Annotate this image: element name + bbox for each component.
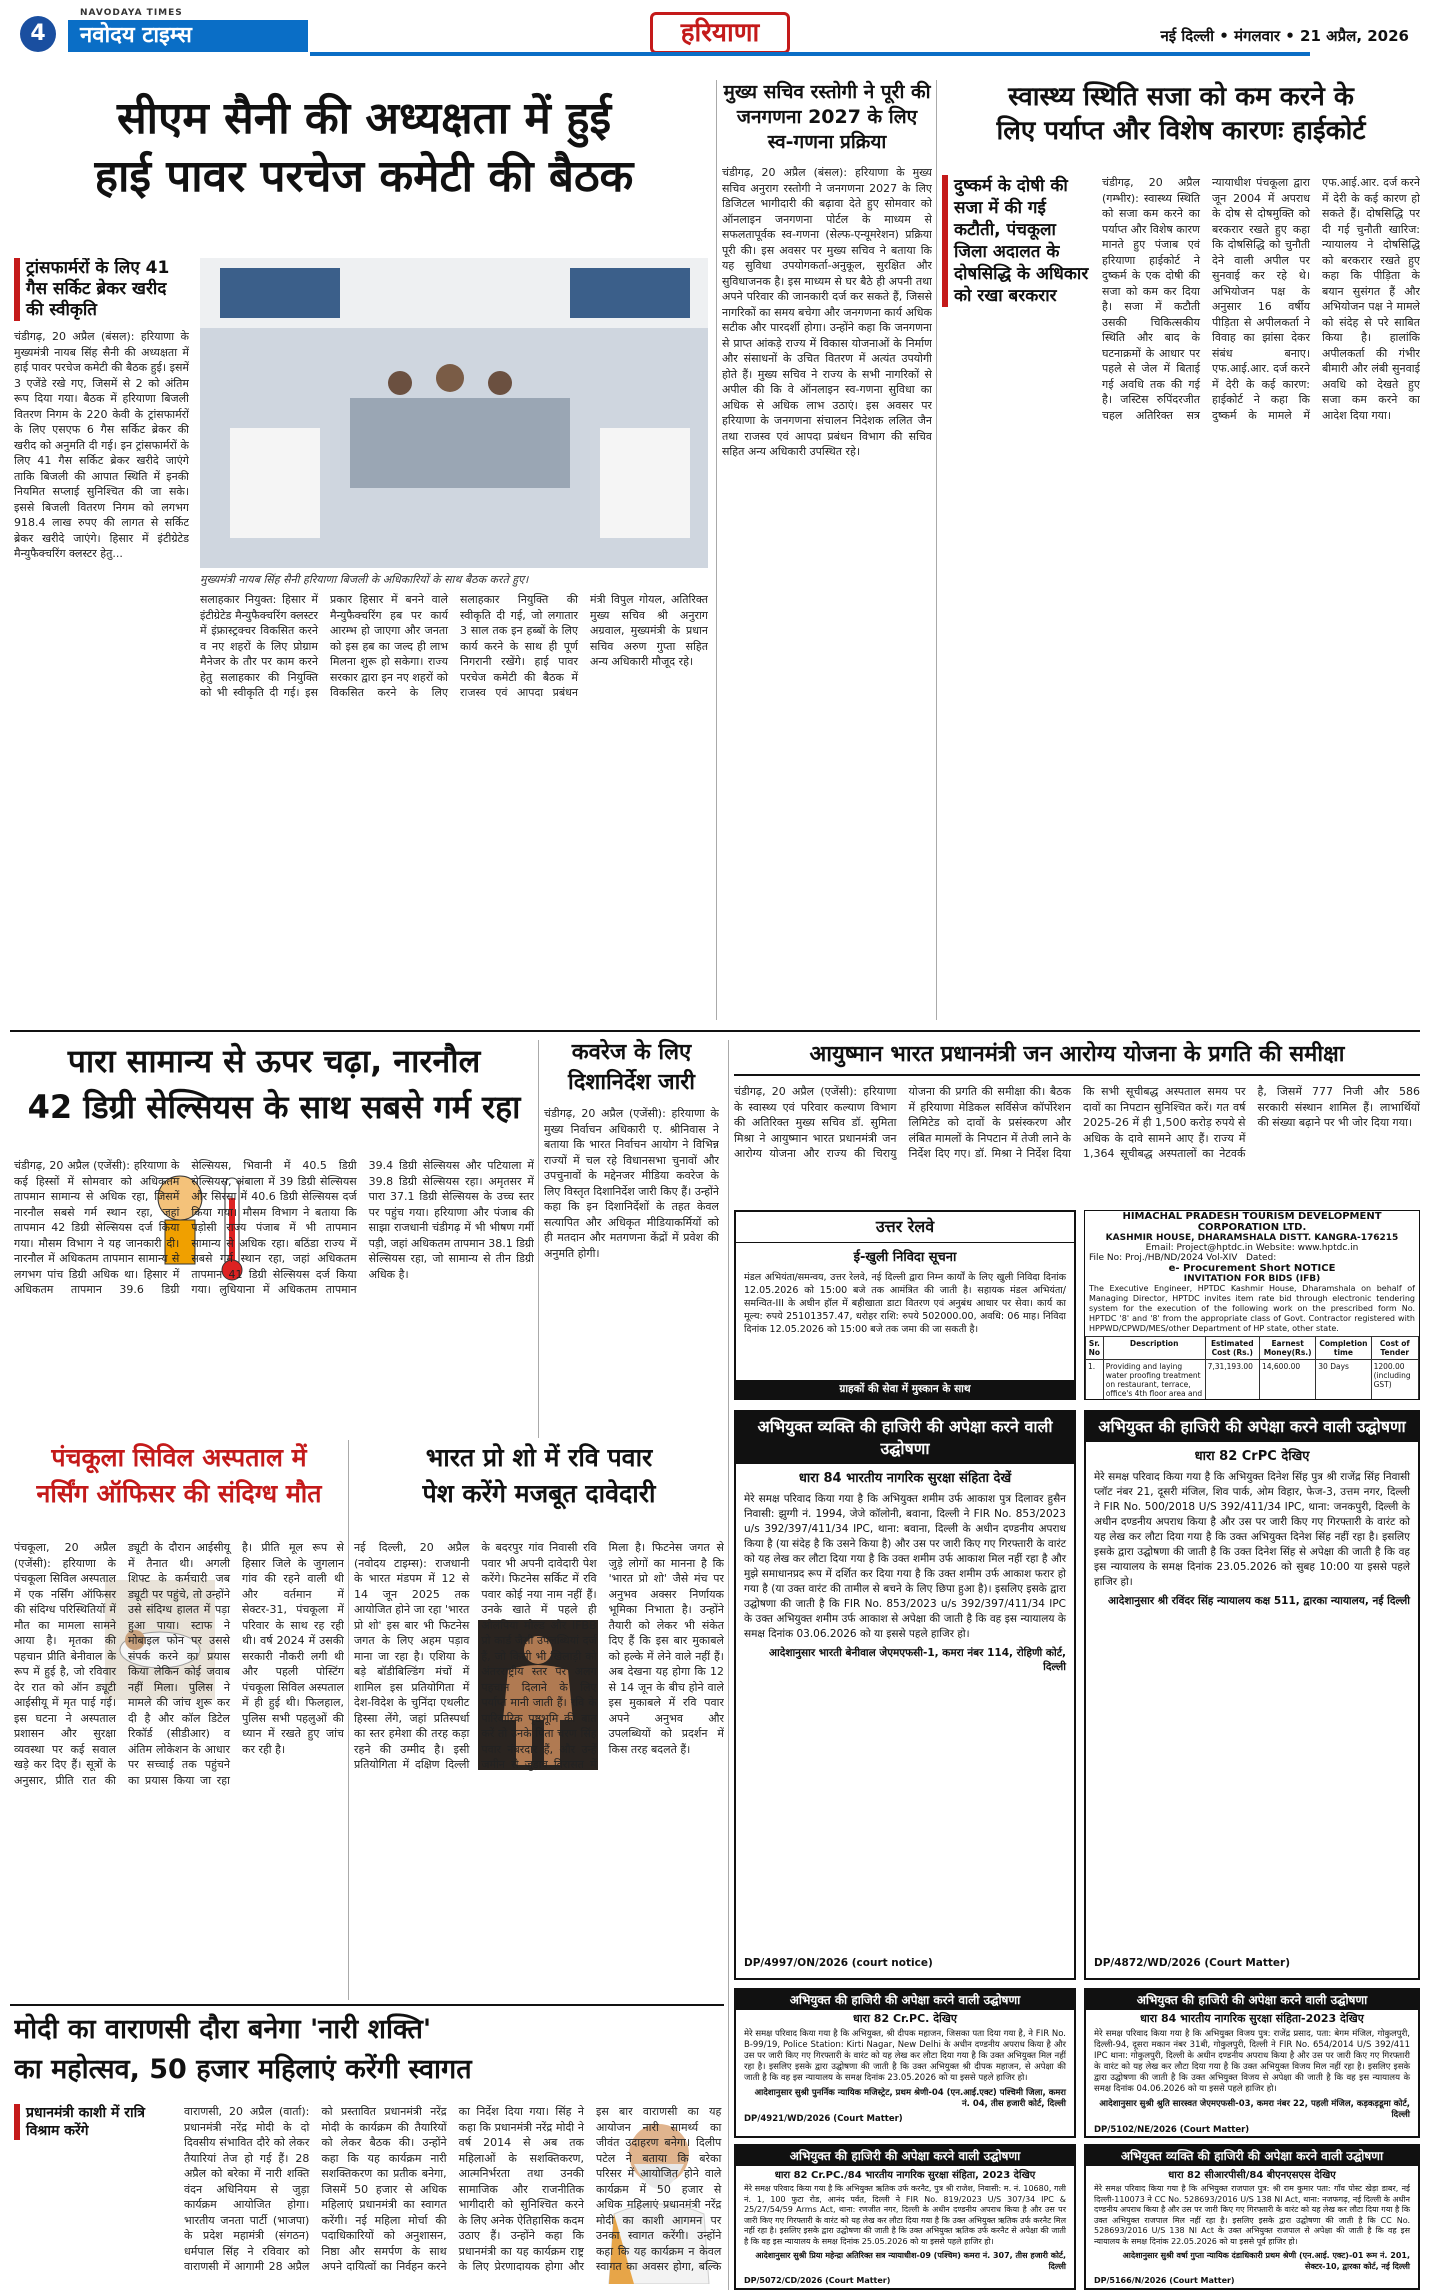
article-text: चंडीगढ़, 20 अप्रैल (बंसल): हरियाणा के मुख्यमंत्री नायब सिंह सैनी की अध्यक्षता में हाई पावर परचेज कमेटी की बैठक हुई। इसमें 3 एजेंडे रखे गए, जिसमें से 2 को अंतिम रूप दिया गया। बैठक में हरियाणा बिजली वितरण निगम के 220 केवी के ट्रांसफार्मरों के लिए एसएफ 6 गैस सर्किट ब्रेकर की खरीद को अनुमति दी गई। इन ट्रांसफार्मरों के लिए 41 गैस सर्किट ब्रेकर खरीदे जाएंगे ताकि बिजली की आपात स्थिति में इनकी नियमित सप्लाई सुनिश्चित की जा सके। इससे बिजली वितरण निगम को लगभग 918.4 लाख रुपए की लागत से सर्किट ब्रेकर खरीदे जाएंगे। हिसार में इंटीग्रेटेड मैन्युफैक्चरिंग क्लस्टर हेतु...	[14, 330, 189, 560]
hptdc-file-no: File No: Proj./HB/ND/2024 Vol-XIV	[1089, 1253, 1238, 1263]
photo-caption: मुख्यमंत्री नायब सिंह सैनी हरियाणा बिजली के अधिकारियों के साथ बैठक करते हुए।	[200, 573, 529, 586]
coverage-text: चंडीगढ़, 20 अप्रैल (एजेंसी): हरियाणा के मुख्य निर्वाचन अधिकारी ए. श्रीनिवास ने बताया कि भारत निर्वाचन आयोग ने विभिन्न राज्यों में चल रहे विधानसभा चुनावों और उपचुनावों के मद्देनजर मीडिया कवरेज के लिए विस्तृत दिशानिर्देश जारी किए हैं। उन्होंने कहा कि इन दिशानिर्देशों के तहत केवल सत्यापित और अधिकृत मीडियाकर्मियों को ही मतदान और मतगणना केंद्रों में प्रवेश की अनुमति होगी।	[544, 1107, 719, 1260]
column-rule	[936, 80, 937, 1020]
nurse-headline-2: नर्सिंग ऑफिसर की संदिग्ध मौत	[36, 1479, 322, 1508]
heat-headline-1: पारा सामान्य से ऊपर चढ़ा, नारनौल	[67, 1042, 481, 1080]
notice-2-body: मेरे समक्ष परिवाद किया गया है कि अभियुक्त दिनेश सिंह पुत्र श्री राजेंद्र सिंह निवासी प्लॉट नंबर 21, दूसरी मंजिल, शिव पार्क, ओम विहार, फेज-3, उत्तम नगर, दिल्ली ने FIR No. 500/2018 U/S 392/411/34 IPC, थाना: जनकपुरी, दिल्ली के अधीन दण्डनीय अपराध किया है और उस पर जारी किए गए गिरफ्तारी के वारंट को यह लेख कर लौटा दिया गया है कि उक्त अभियुक्त दिनेश सिंह नहीं रहा है। इसलिए इसके द्वारा उद्घोषणा की जाती है कि उक्त दिनेश सिंह से अपेक्षा की जाती है कि वह इस न्यायालय के समक्ष दिनांक 23.05.2026 को सुबह 10:00 या इससे पहले हाजिर हो।	[1094, 1471, 1410, 1588]
proshow-headline-1: भारत प्रो शो में रवि पवार	[425, 1443, 653, 1472]
headline-line-2: हाई पावर परचेज कमेटी की बैठक	[94, 151, 634, 202]
notice-5-sub: धारा 82 Cr.PC./84 भारतीय नागरिक सुरक्षा संहिता, 2023 देखिए	[774, 2170, 1036, 2181]
page-number: 4	[20, 16, 56, 52]
notice-4-code: DP/5102/NE/2026 (Court Matter)	[1094, 2125, 1250, 2135]
column-rule	[348, 1440, 349, 2000]
headline-line-1: सीएम सैनी की अध्यक्षता में हुई	[116, 93, 612, 144]
railway-tender	[734, 1210, 1076, 1400]
td-time: 30 Days	[1316, 1360, 1371, 1401]
railway-sub: ई-खुली निविदा सूचना	[853, 1250, 957, 1265]
brand-logo: नवोदय टाइम्स	[68, 20, 308, 52]
notice-3-sign: आदेशानुसार सुश्री पुनर्निक न्यायिक मजिस्ट्रेट, प्रथम श्रेणी-04 (एन.आई.एक्ट) पश्चिमी जिला, कमरा नं. 04, तीस हजारी कोर्ट, दिल्ली	[754, 2088, 1066, 2109]
notice-2-title: अभियुक्त की हाजिरी की अपेक्षा करने वाली उद्घोषणा	[1086, 1412, 1418, 1442]
notice-6	[1084, 2144, 1420, 2290]
article-cm-body-lower: सलाहकार नियुक्त: हिसार में इंटीग्रेटेड मैन्युफैक्चरिंग क्लस्टर में इंफ्रास्ट्रक्चर विकसित करने व नए शहरों के लिए प्रोग्राम मैनेजर के तौर पर काम करने हेतु सलाहकार की नियुक्ति को भी स्वीकृति दी गई। इस प्रकार हिसार में बनने वाले मैन्युफैक्चरिंग हब पर कार्य आरम्भ हो जाएगा और जनता को इस हब का जल्द ही लाभ मिलना शुरू हो सकेगा। राज्य सरकार द्वारा इन नए शहरों को विकसित करने के लिए सलाहकार नियुक्ति की स्वीकृति दी गई, जो लगातार 3 साल तक इन हब्बों के लिए कार्य करने के साथ ही पूर्ण निगरानी रखेंगे। हाई पावर परचेज कमेटी की बैठक में राजस्व एवं आपदा प्रबंधन मंत्री विपुल गोयल, अतिरिक्त मुख्य सचिव श्री अनुराग अग्रवाल, मुख्यमंत्री के प्रधान सचिव अरुण गुप्ता सहित अन्य अधिकारी मौजूद रहे।	[200, 593, 708, 699]
td-desc: Providing and laying water proofing treatment on restaurant, terrace, office's 4th floor area and	[1103, 1360, 1205, 1401]
notice-2-sign: आदेशानुसार श्री रविंदर सिंह न्यायालय कक्ष 511, द्वारका न्यायालय, नई दिल्ली	[1108, 1595, 1410, 1607]
article-coverage	[544, 1038, 719, 1438]
article-modi-body	[14, 2104, 724, 2290]
notice-5-sign: आदेशानुसार सुश्री प्रिया महेन्द्रा अतिरिक्त सत्र न्यायाधीश-09 (पश्चिम) कमरा नं. 307, तीस हजारी कोर्ट, दिल्ली	[755, 2251, 1066, 2271]
notice-6-title: अभियुक्त व्यक्ति की हाजिरी की अपेक्षा करने वाली उद्घोषणा	[1086, 2146, 1418, 2166]
article-cm-body	[14, 258, 189, 1018]
divider	[10, 2004, 724, 2006]
notice-1-body: मेरे समक्ष परिवाद किया गया है कि अभियुक्त शमीम उर्फ आकाश पुत्र दिलावर हुसैन निवासी: झुग्गी नं. 1994, जेजे कॉलोनी, बवाना, दिल्ली ने FIR No. 853/2023 u/s 392/397/411/34 IPC, थाना: बवाना, दिल्ली के अधीन दण्डनीय अपराध किया है (या संदेह है कि उसने किया है) और उस पर जारी किए गए गिरफ्तारी के वारंट को यह लेख कर लौटा दिया गया है कि उक्त शमीम उर्फ आकाश मिल नहीं रहा है और मुझे समाधानप्रद रूप में दर्शित कर दिया गया है कि उक्त शमीम उर्फ आकाश फरार हो गया है (या उक्त वारंट की तामील से बचने के लिए छिपा हुआ है)। इसलिए इसके द्वारा उद्घोषणा की जाती है कि FIR No. 853/2023 u/s 392/397/411/34 IPC के उक्त अभियुक्त शमीम उर्फ आकाश से अपेक्षा की जाती है कि वह इस न्यायालय के समक्ष दिनांक 03.06.2026 को या इससे पहले हाजिर हो।	[744, 1493, 1066, 1640]
modi-headline-2: का महोत्सव, 50 हजार महिलाएं करेंगी स्वागत	[14, 2054, 472, 2085]
column-rule	[728, 1040, 729, 2290]
article-ayushman	[734, 1040, 1420, 1200]
notice-1	[734, 1410, 1076, 1980]
census-headline: मुख्य सचिव रस्तोगी ने पूरी की जनगणना 2027 के लिए स्व-गणना प्रक्रिया	[723, 81, 931, 153]
column-rule	[716, 80, 717, 1020]
notice-3-title: अभियुक्त की हाजिरी की अपेक्षा करने वाली उद्घोषणा	[736, 1990, 1074, 2010]
article-nurse-headline	[14, 1440, 344, 1540]
article-census	[722, 80, 932, 1020]
article-heat-headline	[14, 1038, 534, 1148]
hptdc-contact: Email: Project@hptdc.in Website: www.hptdc.in	[1145, 1243, 1359, 1253]
article-cm-headline	[14, 90, 714, 220]
notice-3-sub: धारा 82 Cr.PC. देखिए	[853, 2012, 957, 2025]
heat-headline-2: 42 डिग्री सेल्सियस के साथ सबसे गर्म रहा	[27, 1088, 521, 1126]
coverage-headline-1: कवरेज के लिए	[571, 1040, 692, 1065]
masthead-rule	[310, 52, 1310, 56]
hptdc-dated: Dated:	[1246, 1253, 1277, 1263]
notice-2-code: DP/4872/WD/2026 (Court Matter)	[1094, 1957, 1291, 1969]
article-proshow-headline	[354, 1440, 724, 1540]
proshow-headline-2: पेश करेंगे मजबूत दावेदारी	[422, 1479, 656, 1508]
hptdc-title: e- Procurement Short NOTICE	[1168, 1263, 1336, 1274]
hptdc-body: The Executive Engineer, HPTDC Kashmir House, Dharamshala on behalf of Managing Director, HPTDC invites item rate bid through electronic tendering system for the execution of the following work on the prescribed form No. HPTDC '8' and '8' from the appropriate class of Govt. Contractor registered with HPPWD/CPWD/MES/other Department of HP state, other state.	[1089, 1284, 1415, 1333]
notice-5	[734, 2144, 1076, 2290]
hptdc-tender	[1084, 1210, 1420, 1400]
notice-4-sign: आदेशानुसार सुश्री श्रुति सारस्वत जेएमएफसी-03, कमरा नंबर 22, पहली मंजिल, कड़कड़डूमा कोर्ट, दिल्ली	[1099, 2099, 1410, 2120]
modi-text: वाराणसी, 20 अप्रैल (वार्ता): प्रधानमंत्री नरेंद्र मोदी के दो दिवसीय संभावित दौरे को लेकर तैयारियां तेज हो गई हैं। 28 अप्रैल को बरेका में नारी शक्ति वंदन अधिनियम से जुड़ा कार्यक्रम आयोजित होगा। भारतीय जनता पार्टी (भाजपा) के प्रदेश महामंत्री (संगठन) धर्मपाल सिंह ने रविवार को वाराणसी में आगामी 28 अप्रैल को प्रस्तावित प्रधानमंत्री नरेंद्र मोदी के कार्यक्रम की तैयारियों को लेकर बैठक की। उन्होंने कहा कि यह कार्यक्रम नारी सशक्तिकरण का प्रतीक बनेगा, जिसमें 50 हजार से अधिक महिलाएं प्रधानमंत्री का स्वागत करेंगी। नई महिला मोर्चा की पदाधिकारियों को अनुशासन, निष्ठा और समर्पण के साथ अपने दायित्वों का निर्वहन करने का निर्देश दिया गया। सिंह ने कहा कि प्रधानमंत्री नरेंद्र मोदी ने वर्ष 2014 से अब तक महिलाओं के सशक्तिकरण, आत्मनिर्भरता तथा उनकी सामाजिक और राजनीतिक भागीदारी को सुनिश्चित करने के लिए अनेक ऐतिहासिक कदम उठाए हैं। उन्होंने कहा कि प्रधानमंत्री का यह कार्यक्रम राष्ट्र के लिए प्रेरणादायक होगा और	[184, 2105, 584, 2273]
notice-1-title: अभियुक्त व्यक्ति की हाजिरी की अपेक्षा करने वाली उद्घोषणा	[736, 1412, 1074, 1464]
hptdc-address: KASHMIR HOUSE, DHARAMSHALA DISTT. KANGRA-176215	[1105, 1233, 1399, 1243]
nurse-headline-1: पंचकूला सिविल अस्पताल में	[51, 1443, 307, 1472]
railway-text: मंडल अभियंता/समन्वय, उत्तर रेलवे, नई दिल्ली द्वारा निम्न कार्यों के लिए खुली निविदा दिनांक 12.05.2026 को 15:00 बजे तक आमंत्रित की जाती है। सहायक मंडल अभियंता/समन्वित-III के अधीन हॉल में बहीखाता डाटा वितरण एवं अनुबंध आधार पर सेवा। कार्य का मूल्य: रुपये 25101357.47, धरोहर राशि: रुपये 502000.00, अवधि: 06 माह। निविदा दिनांक 12.05.2026 को 15:00 बजे तक जमा की जा सकती है।	[744, 1272, 1066, 1335]
article-hc-body	[942, 175, 1420, 1020]
notice-3	[734, 1988, 1076, 2138]
proshow-text: नई दिल्ली, 20 अप्रैल (नवोदय टाइम्स): राजधानी के भारत मंडपम में 12 से 14 जून 2025 तक आयोजित होने जा रहा 'भारत प्रो शो' इस बार भी फिटनेस जगत के लिए अहम पड़ाव माना जा रहा है। एशिया के बड़े बॉडीबिल्डिंग मंचों में शामिल इस प्रतियोगिता में देश-विदेश के चुनिंदा एथलीट हिस्सा लेंगे, जहां प्रतिस्पर्धा का स्तर हमेशा की तरह कड़ा रहने की उम्मीद है। इसी प्रतियोगिता में दक्षिण दिल्ली के बदरपुर गांव निवासी रवि पवार भी अपनी दावेदारी पेश करेंगे। फिटनेस सर्किट में रवि पवार कोई नया नाम नहीं हैं। उनके खाते में पहले ही ओलंपिया मोल्ड और IFBB प्रो कार्ड जैसी उपलब्धियां दर्ज हैं, जो किसी भी खिलाड़ी को अंतरराष्ट्रीय स्तर पर अलग पहचान दिलाने के लिए पर्याप्त मानी जाती हैं। रवि के पारिवारिक पृष्ठभूमि की बात करें तो उनके पिता चरण सिंह पवार नंबरदार हैं, और उन्हें जमीन से जुड़ाव विरासत में मिला है। फिटनेस जगत से जुड़े लोगों का मानना है कि 'भारत प्रो शो' जैसे मंच पर अनुभव अक्सर निर्णायक भूमिका निभाता है। उन्होंने तैयारी को लेकर भी संकेत दिए हैं कि इस बार मुकाबले को हल्के में लेने वाले नहीं हैं। अब देखना यह होगा कि 12 से 14 जून के बीच होने वाले इस मुकाबले में रवि पवार अपने अनुभव और उपलब्धियों को प्रदर्शन में किस तरह बदलते हैं।	[354, 1541, 724, 1771]
article-modi-headline	[14, 2010, 724, 2100]
th-tender-cost: Cost of Tender	[1371, 1337, 1418, 1360]
article-hc-headline	[942, 80, 1420, 180]
td-sr: 1.	[1086, 1360, 1104, 1401]
td-cost: 7,31,193.00	[1205, 1360, 1259, 1401]
notice-2	[1084, 1410, 1420, 1980]
hptdc-subtitle: INVITATION FOR BIDS (IFB)	[1183, 1274, 1321, 1284]
notice-1-sign: आदेशानुसार भारती बेनीवाल जेएमएफसी-1, कमरा नंबर 114, रोहिणी कोर्ट, दिल्ली	[769, 1647, 1066, 1673]
notice-6-sign: आदेशानुसार सुश्री वर्षा गुप्ता न्यायिक दंडाधिकारी प्रथम श्रेणी (एन.आई. एक्ट)-01 रूम नं. 201, सेक्टर-10, द्वारका कोर्ट, नई दिल्ली	[1122, 2251, 1410, 2271]
notice-4-sub: धारा 84 भारतीय नागरिक सुरक्षा संहिता-2023 देखिए	[1140, 2012, 1364, 2025]
masthead	[10, 8, 1419, 64]
notice-5-body: मेरे समक्ष परिवाद किया गया है कि अभियुक्त ऋतिक उर्फ करनैट, पुत्र श्री राजेश, निवासी: म. नं. 10680, गली नं. 1, 100 फुटा रोड, आनंद पर्वत, दिल्ली ने FIR No. 819/2023 U/S 307/34 IPC & 25/27/54/59 Arms Act, थाना: रणजीत नगर, दिल्ली के अधीन दण्डनीय अपराध किया है और उस पर जारी किए गए गिरफ्तारी के वारंट को यह लेख कर लौटा दिया गया है कि उक्त अभियुक्त ऋतिक उर्फ करनैट मिल नहीं रहा है। इसलिए इसके द्वारा उद्घोषणा की जाती है कि उक्त अभियुक्त ऋतिक उर्फ करनैट से अपेक्षा की जाती है कि वह इस न्यायालय के समक्ष दिनांक 25.05.2026 को या इससे पहले हाजिर हो।	[744, 2184, 1066, 2246]
notice-3-body: मेरे समक्ष परिवाद किया गया है कि अभियुक्त, श्री दीपक महाजन, जिसका पता दिया गया है, ने FIR No. B-99/19, Police Station: Kirti Nagar, New Delhi के अधीन दण्डनीय अपराध किया है और उस पर जारी किए गए गिरफ्तारी के वारंट को यह लेख कर लौटा दिया गया है कि उक्त अभियुक्त मिल नहीं रहा है। इसलिए इसके द्वारा उद्घोषणा की जाती है कि उक्त अभियुक्त श्री दीपक महाजन, से अपेक्षा की जाती है कि वह इस न्यायालय के समक्ष दिनांक 23.05.2026 को या इससे पहले हाजिर हो।	[744, 2029, 1066, 2083]
td-tender-cost: 1200.00 (including GST)	[1371, 1360, 1418, 1401]
modi-sub: प्रधानमंत्री काशी में रात्रि विश्राम करेंगे	[14, 2104, 174, 2140]
coverage-headline-2: दिशानिर्देश जारी	[568, 1070, 695, 1095]
railway-footer: ग्राहकों की सेवा में मुस्कान के साथ	[736, 1380, 1074, 1398]
th-emd: Earnest Money(Rs.)	[1259, 1337, 1315, 1360]
notice-5-code: DP/5072/CD/2026 (Court Matter)	[744, 2276, 891, 2285]
td-emd: 14,600.00	[1259, 1360, 1315, 1401]
notice-1-code: DP/4997/ON/2026 (court notice)	[744, 1957, 933, 1969]
notice-5-title: अभियुक्त की हाजिरी की अपेक्षा करने वाली उद्घोषणा	[736, 2146, 1074, 2166]
divider	[10, 1030, 1420, 1032]
notice-3-code: DP/4921/WD/2026 (Court Matter)	[744, 2114, 903, 2124]
hc-headline-2: लिए पर्याप्त और विशेष कारणः हाईकोर्ट	[996, 116, 1366, 146]
th-time: Completion time	[1316, 1337, 1371, 1360]
meeting-photo	[200, 258, 708, 568]
notice-1-sub: धारा 84 भारतीय नागरिक सुरक्षा संहिता देखें	[798, 1471, 1012, 1486]
notice-6-code: DP/5166/N/2026 (Court Matter)	[1094, 2276, 1235, 2285]
dateline: नई दिल्ली • मंगलवार • 21 अप्रैल, 2026	[1160, 27, 1409, 45]
hptdc-org: HIMACHAL PRADESH TOURISM DEVELOPMENT CORPORATION LTD.	[1122, 1211, 1382, 1233]
notice-6-body: मेरे समक्ष परिवाद किया गया है कि अभियुक्त राजपाल पुत्र: श्री राम कुमार पता: गाँव पोस्ट खेड़ा डाबर, नई दिल्ली-110073 ने CC No. 528693/2016 U/S 138 NI Act, थाना: नजफगढ़, नई दिल्ली के अधीन दण्डनीय अपराध किया है और उस पर जारी किए गए गिरफ्तारी के वारंट को यह लेख कर लौटा दिया गया है कि उक्त अभियुक्त राजपाल मिल नहीं रहा है। इसलिए इसके द्वारा उद्घोषणा की जाती है कि CC No. 528693/2016 U/S 138 NI Act के उक्त अभियुक्त राजपाल से अपेक्षा की जाती है कि वह इस न्यायालय के समक्ष दिनांक 22.05.2026 को या इससे पूर्व हाजिर हो।	[1094, 2184, 1410, 2246]
heat-text: चंडीगढ़, 20 अप्रैल (एजेंसी): हरियाणा के कई हिस्सों में सोमवार को अधिकतम तापमान सामान्य से अधिक रहा, जिसमें नारनौल सबसे गर्म स्थान रहा, जहां तापमान 42 डिग्री सेल्सियस दर्ज किया गया। मौसम विभाग ने यह जानकारी दी। नारनौल में अधिकतम तापमान सामान्य से लगभग पांच डिग्री अधिक था। हिसार में अधिकतम तापमान 39.6 डिग्री सेल्सियस, भिवानी में 40.5 डिग्री सेल्सियस, अंबाला में 39 डिग्री सेल्सियस और सिरसा में 40.6 डिग्री सेल्सियस दर्ज किया गया। मौसम विभाग ने बताया कि पड़ोसी राज्य पंजाब में भी तापमान सामान्य से अधिक रहा। बठिंडा राज्य में सबसे गर्म स्थान रहा, जहां अधिकतम तापमान 41 डिग्री सेल्सियस दर्ज किया गया। लुधियाना में अधिकतम तापमान 39.4 डिग्री सेल्सियस और पटियाला में 39.8 डिग्री सेल्सियस रहा। अमृतसर में पारा 37.1 डिग्री सेल्सियस के उच्च स्तर पर पहुंच गया। हरियाणा और पंजाब की साझा राजधानी चंडीगढ़ में भी भीषण गर्मी पड़ी, जहां अधिकतम तापमान 38.1 डिग्री सेल्सियस रहा, जो सामान्य से तीन डिग्री अधिक है।	[14, 1159, 534, 1296]
notice-2-sub: धारा 82 CrPC देखिए	[1194, 1449, 1310, 1464]
column-rule	[538, 1040, 539, 1438]
hc-sub: दुष्कर्म के दोषी की सजा में की गई कटौती, पंचकूला जिला अदालत के दोषसिद्धि के अधिकार को रखा बरकरार	[942, 175, 1092, 307]
section-tab: हरियाणा	[650, 12, 790, 54]
subheadline: ट्रांसफार्मरों के लिए 41 गैस सर्किट ब्रेकर खरीद की स्वीकृति	[14, 258, 189, 321]
census-text: चंडीगढ़, 20 अप्रैल (बंसल): हरियाणा के मुख्य सचिव अनुराग रस्तोगी ने जनगणना 2027 के लिए डिजिटल भागीदारी की बढ़ावा देते हुए सोमवार को ऑनलाइन जनगणना पोर्टल के माध्यम से सफलतापूर्वक स्व-गणना (सेल्फ-एन्यूमरेशन) प्रक्रिया पूरी की। इस अवसर पर मुख्य सचिव ने बताया कि यह सुविधा उपयोगकर्ता-अनुकूल, सुरक्षित और सुविधाजनक है। इस माध्यम से घर बैठे ही अपनी तथा अपने परिवार की जानकारी दर्ज कर सकते हैं, जिससे नागरिकों का समय बचेगा और जनगणना कार्य अधिक सटीक और पारदर्शी होगा। उन्होंने कहा कि जनगणना से प्राप्त आंकड़े राज्य में विकास योजनाओं के निर्माण और संसाधनों के उचित वितरण में अत्यंत उपयोगी होते हैं। मुख्य सचिव ने राज्य के सभी नागरिकों से अपील की कि वे ऑनलाइन स्व-गणना सुविधा का अधिक से अधिक लाभ उठाएं। इस अवसर पर हरियाणा के जनगणना संचालन निदेशक ललित जैन तथा राजस्व एवं आपदा प्रबंधन विभाग की सचिव सहित अन्य अधिकारी उपस्थित रहे।	[722, 166, 932, 458]
modi-headline-1: मोदी का वाराणसी दौरा बनेगा 'नारी शक्ति'	[14, 2014, 432, 2045]
notice-6-sub: धारा 82 सीआरपीसी/84 बीएनएसएस देखिए	[1168, 2170, 1336, 2181]
th-sr: Sr. No	[1086, 1337, 1104, 1360]
th-cost: Estimated Cost (Rs.)	[1205, 1337, 1259, 1360]
notice-4-body: मेरे समक्ष परिवाद किया गया है कि अभियुक्त विजय पुत्र: राजेंद्र प्रसाद, पता: बेगम मंजिल, गोकुलपुरी, दिल्ली-94, दूसरा मकान नंबर 31बी, गोकुलपुरी, दिल्ली ने FIR No. 654/2014 U/S 392/411 IPC थाना: गोकुलपुरी, दिल्ली के अधीन दण्डनीय अपराध किया है और उस पर जारी किए गए गिरफ्तारी के वारंट को यह लेख कर लौटा दिया गया है कि उक्त अभियुक्त विजय मिल नहीं रहा है। इसलिए इसके द्वारा उद्घोषणा की जाती है कि उक्त अभियुक्त विजय से अपेक्षा की जाती है कि वह इस न्यायालय के समक्ष दिनांक 04.06.2026 को या इससे पहले हाजिर हो।	[1094, 2029, 1410, 2094]
notice-4-title: अभियुक्त की हाजिरी की अपेक्षा करने वाली उद्घोषणा	[1086, 1990, 1418, 2010]
railway-title: उत्तर रेलवे	[736, 1212, 1074, 1243]
ayushman-text: चंडीगढ़, 20 अप्रैल (एजेंसी): हरियाणा के स्वास्थ्य एवं परिवार कल्याण विभाग की अतिरिक्त मुख्य सचिव डॉ. सुमिता मिश्रा ने आयुष्मान भारत प्रधानमंत्री जन आरोग्य योजना और राज्य की चिरायु योजना की प्रगति की समीक्षा की। बैठक में हरियाणा मेडिकल सर्विसेज कॉर्पोरेशन लिमिटेड को दावों के प्रसंस्करण और लंबित मामलों के निपटान में तेजी लाने के निर्देश दिए गए। डॉ. मिश्रा ने निर्देश दिया कि सभी सूचीबद्ध अस्पताल समय पर दावों का निपटान सुनिश्चित करें। गत वर्ष 2025-26 में ही 1,500 करोड़ रुपये से अधिक के दावे सामने आए हैं। राज्य में 1,364 सूचीबद्ध अस्पतालों का नेटवर्क है, जिसमें 777 निजी और 586 सरकारी संस्थान शामिल हैं। लाभार्थियों की संख्या बढ़ाने पर भी जोर दिया गया।	[734, 1085, 1420, 1160]
ayushman-headline: आयुष्मान भारत प्रधानमंत्री जन आरोग्य योजना के प्रगति की समीक्षा	[734, 1040, 1420, 1076]
brand-small: NAVODAYA TIMES	[80, 8, 183, 18]
th-desc: Description	[1103, 1337, 1205, 1360]
notice-4	[1084, 1988, 1420, 2138]
hc-text: चंडीगढ़, 20 अप्रैल (गम्भीर): स्वास्थ्य स्थिति को सजा कम करने का पर्याप्त और विशेष कारण मानते हुए पंजाब एवं हरियाणा हाईकोर्ट ने दुष्कर्म के एक दोषी की सजा को कम कर दिया है। सजा में कटौती उसकी चिकित्सकीय स्थिति और बाद के घटनाक्रमों के आधार पर पहले से जेल में बिताई गई अवधि तक की गई है। जस्टिस रुपिंदरजीत चहल अतिरिक्त सत्र न्यायाधीश पंचकूला द्वारा जून 2004 में अपराध के दोष से दोषमुक्ति को बरकरार रखते हुए कहा कि दोषसिद्धि को चुनौती देने वाली अपील पर सुनवाई कर रहे थे। अभियोजन पक्ष के अनुसार 16 वर्षीय पीड़िता से अपीलकर्ता ने विवाह का झांसा देकर संबंध बनाए। एफ.आई.आर. दर्ज करने में देरी के कई कारण: हाईकोर्ट ने कहा कि दुष्कर्म के मामले में एफ.आई.आर. दर्ज करने में देरी के कई कारण हो सकते हैं। दोषसिद्धि पर दी गई चुनौती खारिज: न्यायालय ने दोषसिद्धि को बरकरार रखते हुए कहा कि पीड़िता के बयान सुसंगत हैं और अभियोजन पक्ष ने मामले को संदेह से परे साबित किया है। हालांकि अपीलकर्ता की गंभीर बीमारी और लंबी सुनवाई अवधि को देखते हुए सजा कम करने का आदेश दिया गया।	[1102, 176, 1420, 422]
hptdc-table	[1085, 1336, 1419, 1400]
nurse-text: पंचकूला, 20 अप्रैल (एजेंसी): हरियाणा के पंचकूला सिविल अस्पताल में एक नर्सिंग ऑफिसर की संदिग्ध परिस्थितियों में मौत का मामला सामने आया है। मृतका की पहचान प्रीति बेनीवाल के रूप में हुई है, जो रविवार देर रात को ऑन ड्यूटी आईसीयू में मृत पाई गई। इस घटना ने अस्पताल प्रशासन और सुरक्षा व्यवस्था पर कई सवाल खड़े कर दिए हैं। सूत्रों के अनुसार, प्रीति रात की ड्यूटी के दौरान आईसीयू में तैनात थी। अगली शिफ्ट के कर्मचारी जब ड्यूटी पर पहुंचे, तो उन्होंने उसे संदिग्ध हालत में पड़ा हुआ पाया। स्टाफ ने मोबाइल फोन पर उससे संपर्क करने का प्रयास किया लेकिन कोई जवाब नहीं मिला। पुलिस ने मामले की जांच शुरू कर दी है और कॉल डिटेल रिकॉर्ड (सीडीआर) व अंतिम लोकेशन के आधार पर सच्चाई तक पहुंचने का प्रयास किया जा रहा है। प्रीति मूल रूप से हिसार जिले के जुगलान गांव की रहने वाली थी और वर्तमान में सेक्टर-31, पंचकूला में परिवार के साथ रह रही थी। वर्ष 2024 में उसकी सरकारी नौकरी लगी थी और पहली पोस्टिंग पंचकूला सिविल अस्पताल में ही हुई थी। फिलहाल, पुलिस सभी पहलुओं की ध्यान में रखते हुए जांच कर रही है।	[14, 1541, 344, 1787]
hc-headline-1: स्वास्थ्य स्थिति सजा को कम करने के	[1008, 82, 1354, 112]
